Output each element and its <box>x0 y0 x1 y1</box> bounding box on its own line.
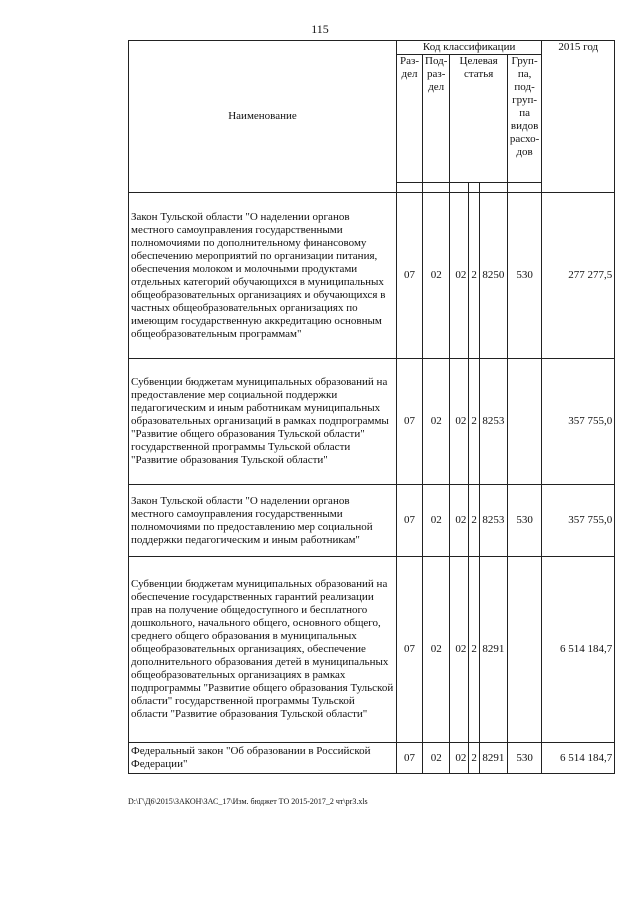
row-subsection: 02 <box>423 485 450 557</box>
row-section: 07 <box>397 557 423 743</box>
row-target-subprogram: 2 <box>469 193 480 359</box>
row-target-subprogram: 2 <box>469 485 480 557</box>
row-target-program: 02 <box>450 193 469 359</box>
row-expense-group: 530 <box>507 193 541 359</box>
header-year: 2015 год <box>542 41 615 193</box>
row-target-program: 02 <box>450 743 469 774</box>
row-subsection: 02 <box>423 557 450 743</box>
row-target-direction: 8291 <box>479 743 507 774</box>
header-code-group: Код классификации <box>397 41 542 55</box>
row-target-subprogram: 2 <box>469 743 480 774</box>
table-row <box>129 743 615 774</box>
row-subsection: 02 <box>423 743 450 774</box>
row-amount: 277 277,5 <box>542 193 615 359</box>
row-target-subprogram: 2 <box>469 557 480 743</box>
row-target-program: 02 <box>450 485 469 557</box>
row-name: Субвенции бюджетам муниципальных образований на предоставление мер социальной поддержки педагогическим и иным работникам муниципальных образовательных организаций в рамках подпрограммы "Развитие общего образования Тульской области" государственной программы Тульской области "Развитие образования Тульской области" <box>129 359 397 485</box>
row-name: Закон Тульской области "О наделении органов местного самоуправления государственными полномочиями по дополнительному финансовому обеспечению мероприятий по организации питания, обеспечения молоком и молочными продуктами отдельных категорий обучающихся в муниципальных общеобразовательных организациях и обучающихся в частных общеобразовательных организациях по имеющим государственную аккредитацию основным общеобразовательным программам" <box>129 193 397 359</box>
row-amount: 6 514 184,7 <box>542 743 615 774</box>
row-section: 07 <box>397 743 423 774</box>
row-target-direction: 8253 <box>479 485 507 557</box>
table-row <box>129 193 615 359</box>
footer-file-path: D:\Г\Д6\2015\ЗАКОН\ЗАС_17\Изм. бюджет ТО 2015-2017_2 чт\pr3.xls <box>128 797 368 806</box>
row-expense-group: 530 <box>507 485 541 557</box>
row-section: 07 <box>397 193 423 359</box>
row-target-direction: 8250 <box>479 193 507 359</box>
budget-table <box>128 40 615 774</box>
row-section: 07 <box>397 485 423 557</box>
row-amount: 357 755,0 <box>542 485 615 557</box>
row-name: Закон Тульской области "О наделении органов местного самоуправления государственными полномочиями по предоставлению мер социальной поддержки педагогическим и иным работникам" <box>129 485 397 557</box>
header-expense-group: Груп- па, под- груп- па видов расхо- дов <box>507 55 541 183</box>
row-target-subprogram: 2 <box>469 359 480 485</box>
row-subsection: 02 <box>423 359 450 485</box>
header-section: Раз- дел <box>397 55 423 183</box>
table-row <box>129 359 615 485</box>
row-target-direction: 8291 <box>479 557 507 743</box>
row-target-direction: 8253 <box>479 359 507 485</box>
page-number: 115 <box>311 22 329 36</box>
row-target-program: 02 <box>450 359 469 485</box>
header-target: Целевая статья <box>450 55 508 183</box>
row-amount: 6 514 184,7 <box>542 557 615 743</box>
header-subsection: Под- раз- дел <box>423 55 450 183</box>
header-name: Наименование <box>129 41 397 193</box>
row-name: Федеральный закон "Об образовании в Российской Федерации" <box>129 743 397 774</box>
row-expense-group: 530 <box>507 743 541 774</box>
row-target-program: 02 <box>450 557 469 743</box>
row-name: Субвенции бюджетам муниципальных образований на обеспечение государственных гарантий реализации прав на получение общедоступного и бесплатного дошкольного, начального общего, основного общего, среднего общего образования в муниципальных общеобразовательных организациях, обеспечение дополнительного образования детей в муниципальных общеобразовательных организациях в рамках подпрограммы "Развитие общего образования Тульской области" государственной программы Тульской области "Развитие образования Тульской области" <box>129 557 397 743</box>
row-subsection: 02 <box>423 193 450 359</box>
table-row <box>129 557 615 743</box>
row-expense-group <box>507 359 541 485</box>
row-expense-group <box>507 557 541 743</box>
row-amount: 357 755,0 <box>542 359 615 485</box>
table-row <box>129 485 615 557</box>
row-section: 07 <box>397 359 423 485</box>
